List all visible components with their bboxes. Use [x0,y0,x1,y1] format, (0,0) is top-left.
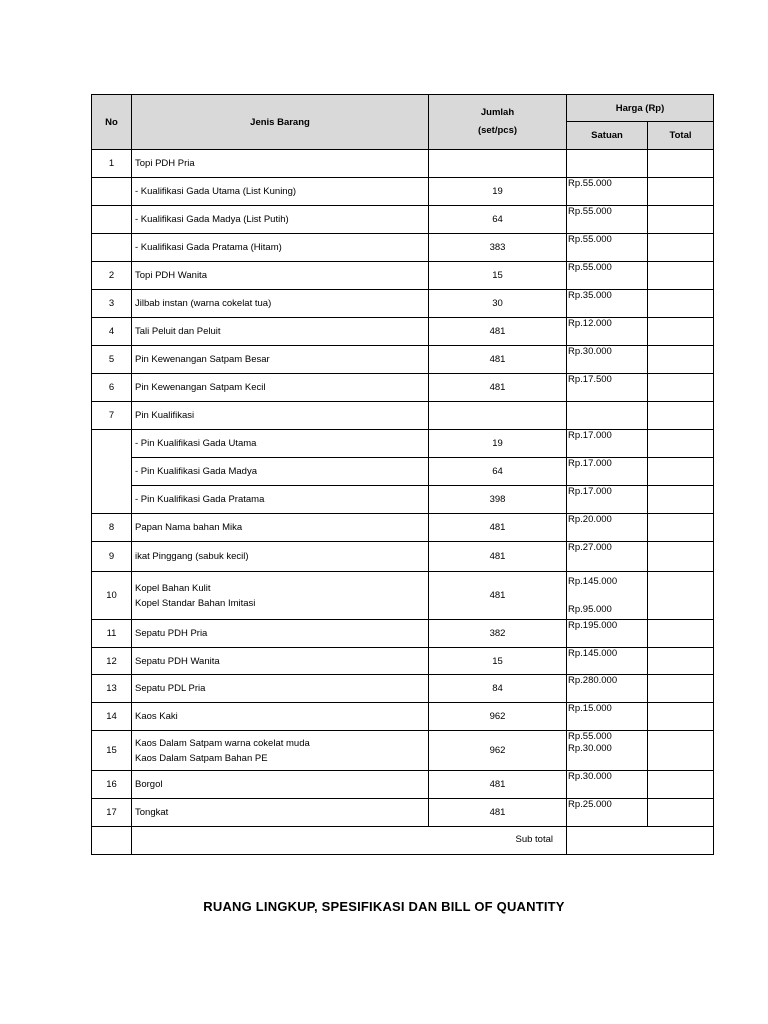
subtotal-value [567,827,714,855]
row-qty: 30 [429,290,567,318]
row-no: 9 [92,542,132,572]
row-total [648,430,714,458]
row-qty: 481 [429,514,567,542]
row-no: 11 [92,620,132,648]
row-unit-price: Rp.35.000 [567,290,648,318]
row-unit-price: Rp.15.000 [567,703,648,731]
row-total [648,234,714,262]
table-row [92,430,714,458]
row-qty: 962 [429,731,567,771]
table-row [92,234,714,262]
row-unit-price: Rp.17.000 [567,430,648,458]
row-item-line: Kopel Standar Bahan Imitasi [135,597,256,609]
row-unit-price-line: Rp.145.000 [568,576,618,587]
row-no: 17 [92,799,132,827]
row-unit-price: Rp.17.000 [567,486,648,514]
row-unit-price: Rp.12.000 [567,318,648,346]
row-unit-price: Rp.55.000 [567,178,648,206]
row-qty: 481 [429,572,567,620]
row-qty: 398 [429,486,567,514]
row-item: - Pin Kualifikasi Gada Utama [132,430,429,458]
row-total [648,262,714,290]
row-unit-price-line: Rp.95.000 [568,604,612,615]
row-no: 4 [92,318,132,346]
row-item: Kaos Kaki [132,703,429,731]
row-item: - Pin Kualifikasi Gada Pratama [132,486,429,514]
row-total [648,542,714,572]
table-row [92,542,714,572]
row-total [648,402,714,430]
table-row [92,486,714,514]
row-no: 5 [92,346,132,374]
row-unit-price [567,572,648,620]
row-item-line: Kaos Dalam Satpam Bahan PE [135,752,268,764]
row-unit-price: Rp.27.000 [567,542,648,572]
row-total [648,346,714,374]
row-unit-price: Rp.145.000 [567,648,648,675]
row-item: Borgol [132,771,429,799]
row-qty: 481 [429,542,567,572]
row-item: Sepatu PDL Pria [132,675,429,703]
row-total [648,648,714,675]
table-row [92,799,714,827]
row-item-line: Kopel Bahan Kulit [135,582,211,594]
table-row [92,514,714,542]
table-row [92,290,714,318]
row-item: Topi PDH Wanita [132,262,429,290]
row-unit-price: Rp.17.000 [567,458,648,486]
row-no: 12 [92,648,132,675]
row-item: Topi PDH Pria [132,150,429,178]
row-no [92,206,132,234]
row-unit-price: Rp.55.000 [567,234,648,262]
row-total [648,486,714,514]
row-qty: 64 [429,458,567,486]
row-qty: 383 [429,234,567,262]
table-row [92,703,714,731]
row-item: - Kualifikasi Gada Pratama (Hitam) [132,234,429,262]
row-no: 10 [92,572,132,620]
row-item: Sepatu PDH Pria [132,620,429,648]
row-total [648,799,714,827]
row-unit-price [567,731,648,771]
table-row [92,346,714,374]
row-no: 8 [92,514,132,542]
table-row [92,150,714,178]
table-row [92,402,714,430]
row-qty: 481 [429,799,567,827]
row-item: Papan Nama bahan Mika [132,514,429,542]
row-unit-price: Rp.30.000 [567,771,648,799]
row-unit-price: Rp.280.000 [567,675,648,703]
row-no: 15 [92,731,132,771]
header-qty-line2: (set/pcs) [477,125,518,136]
row-unit-price [567,150,648,178]
row-total [648,374,714,402]
row-unit-price: Rp.195.000 [567,620,648,648]
row-no: 6 [92,374,132,402]
row-no: 16 [92,771,132,799]
row-qty: 19 [429,430,567,458]
row-item: Pin Kewenangan Satpam Besar [132,346,429,374]
row-no: 1 [92,150,132,178]
row-qty: 481 [429,318,567,346]
bill-of-quantity-table [91,94,714,855]
row-total [648,514,714,542]
row-item: - Pin Kualifikasi Gada Madya [132,458,429,486]
row-item [132,731,429,771]
row-no [92,234,132,262]
header-item: Jenis Barang [132,95,429,150]
row-item: Jilbab instan (warna cokelat tua) [132,290,429,318]
row-qty: 84 [429,675,567,703]
row-unit-price-line: Rp.55.000 [568,731,612,742]
row-total [648,318,714,346]
table-row [92,648,714,675]
row-item: Sepatu PDH Wanita [132,648,429,675]
row-total [648,458,714,486]
table-row [92,620,714,648]
document-title: RUANG LINGKUP, SPESIFIKASI DAN BILL OF QUANTITY [203,899,565,914]
row-no: 7 [92,402,132,430]
row-item-line: Kaos Dalam Satpam warna cokelat muda [135,737,310,749]
row-unit-price: Rp.30.000 [567,346,648,374]
row-no: 13 [92,675,132,703]
row-qty: 481 [429,374,567,402]
row-total [648,703,714,731]
table-row [92,178,714,206]
header-no: No [92,95,132,150]
row-qty: 64 [429,206,567,234]
subtotal-label [132,827,567,855]
row-total [648,620,714,648]
subtotal-row [92,827,714,855]
row-qty [429,402,567,430]
row-item: Tali Peluit dan Peluit [132,318,429,346]
row-total [648,206,714,234]
table-row [92,262,714,290]
row-total [648,731,714,771]
row-qty: 481 [429,771,567,799]
row-qty: 962 [429,703,567,731]
row-unit-price: Rp.55.000 [567,206,648,234]
row-no: 2 [92,262,132,290]
row-total [648,771,714,799]
row-item: ikat Pinggang (sabuk kecil) [132,542,429,572]
header-qty [429,95,567,150]
table-row [92,572,714,620]
row-unit-price-line: Rp.30.000 [568,743,612,754]
row-qty: 382 [429,620,567,648]
row-total [648,675,714,703]
row-qty: 481 [429,346,567,374]
row-qty: 15 [429,648,567,675]
row-total [648,178,714,206]
table-row [92,731,714,771]
row-no: 14 [92,703,132,731]
table-row [92,318,714,346]
row-no: 3 [92,290,132,318]
row-unit-price [567,402,648,430]
header-unit-price: Satuan [567,122,648,150]
row-item [132,572,429,620]
table-row [92,458,714,486]
header-qty-line1: Jumlah [480,107,515,118]
row-unit-price: Rp.25.000 [567,799,648,827]
row-unit-price: Rp.20.000 [567,514,648,542]
table-row [92,374,714,402]
row-qty: 19 [429,178,567,206]
row-item: Pin Kewenangan Satpam Kecil [132,374,429,402]
row-qty [429,150,567,178]
header-total: Total [648,122,714,150]
row-total [648,290,714,318]
row-total [648,572,714,620]
row-item: Tongkat [132,799,429,827]
row-unit-price: Rp.55.000 [567,262,648,290]
row-no [92,430,132,514]
row-item: Pin Kualifikasi [132,402,429,430]
header-price-group: Harga (Rp) [567,95,714,122]
row-no [92,178,132,206]
row-qty: 15 [429,262,567,290]
row-unit-price: Rp.17.500 [567,374,648,402]
table-row [92,206,714,234]
table-row [92,771,714,799]
row-item: - Kualifikasi Gada Madya (List Putih) [132,206,429,234]
subtotal-label-text: Sub total [515,834,553,845]
row-item: - Kualifikasi Gada Utama (List Kuning) [132,178,429,206]
table-row [92,675,714,703]
row-total [648,150,714,178]
subtotal-no-cell [92,827,132,855]
